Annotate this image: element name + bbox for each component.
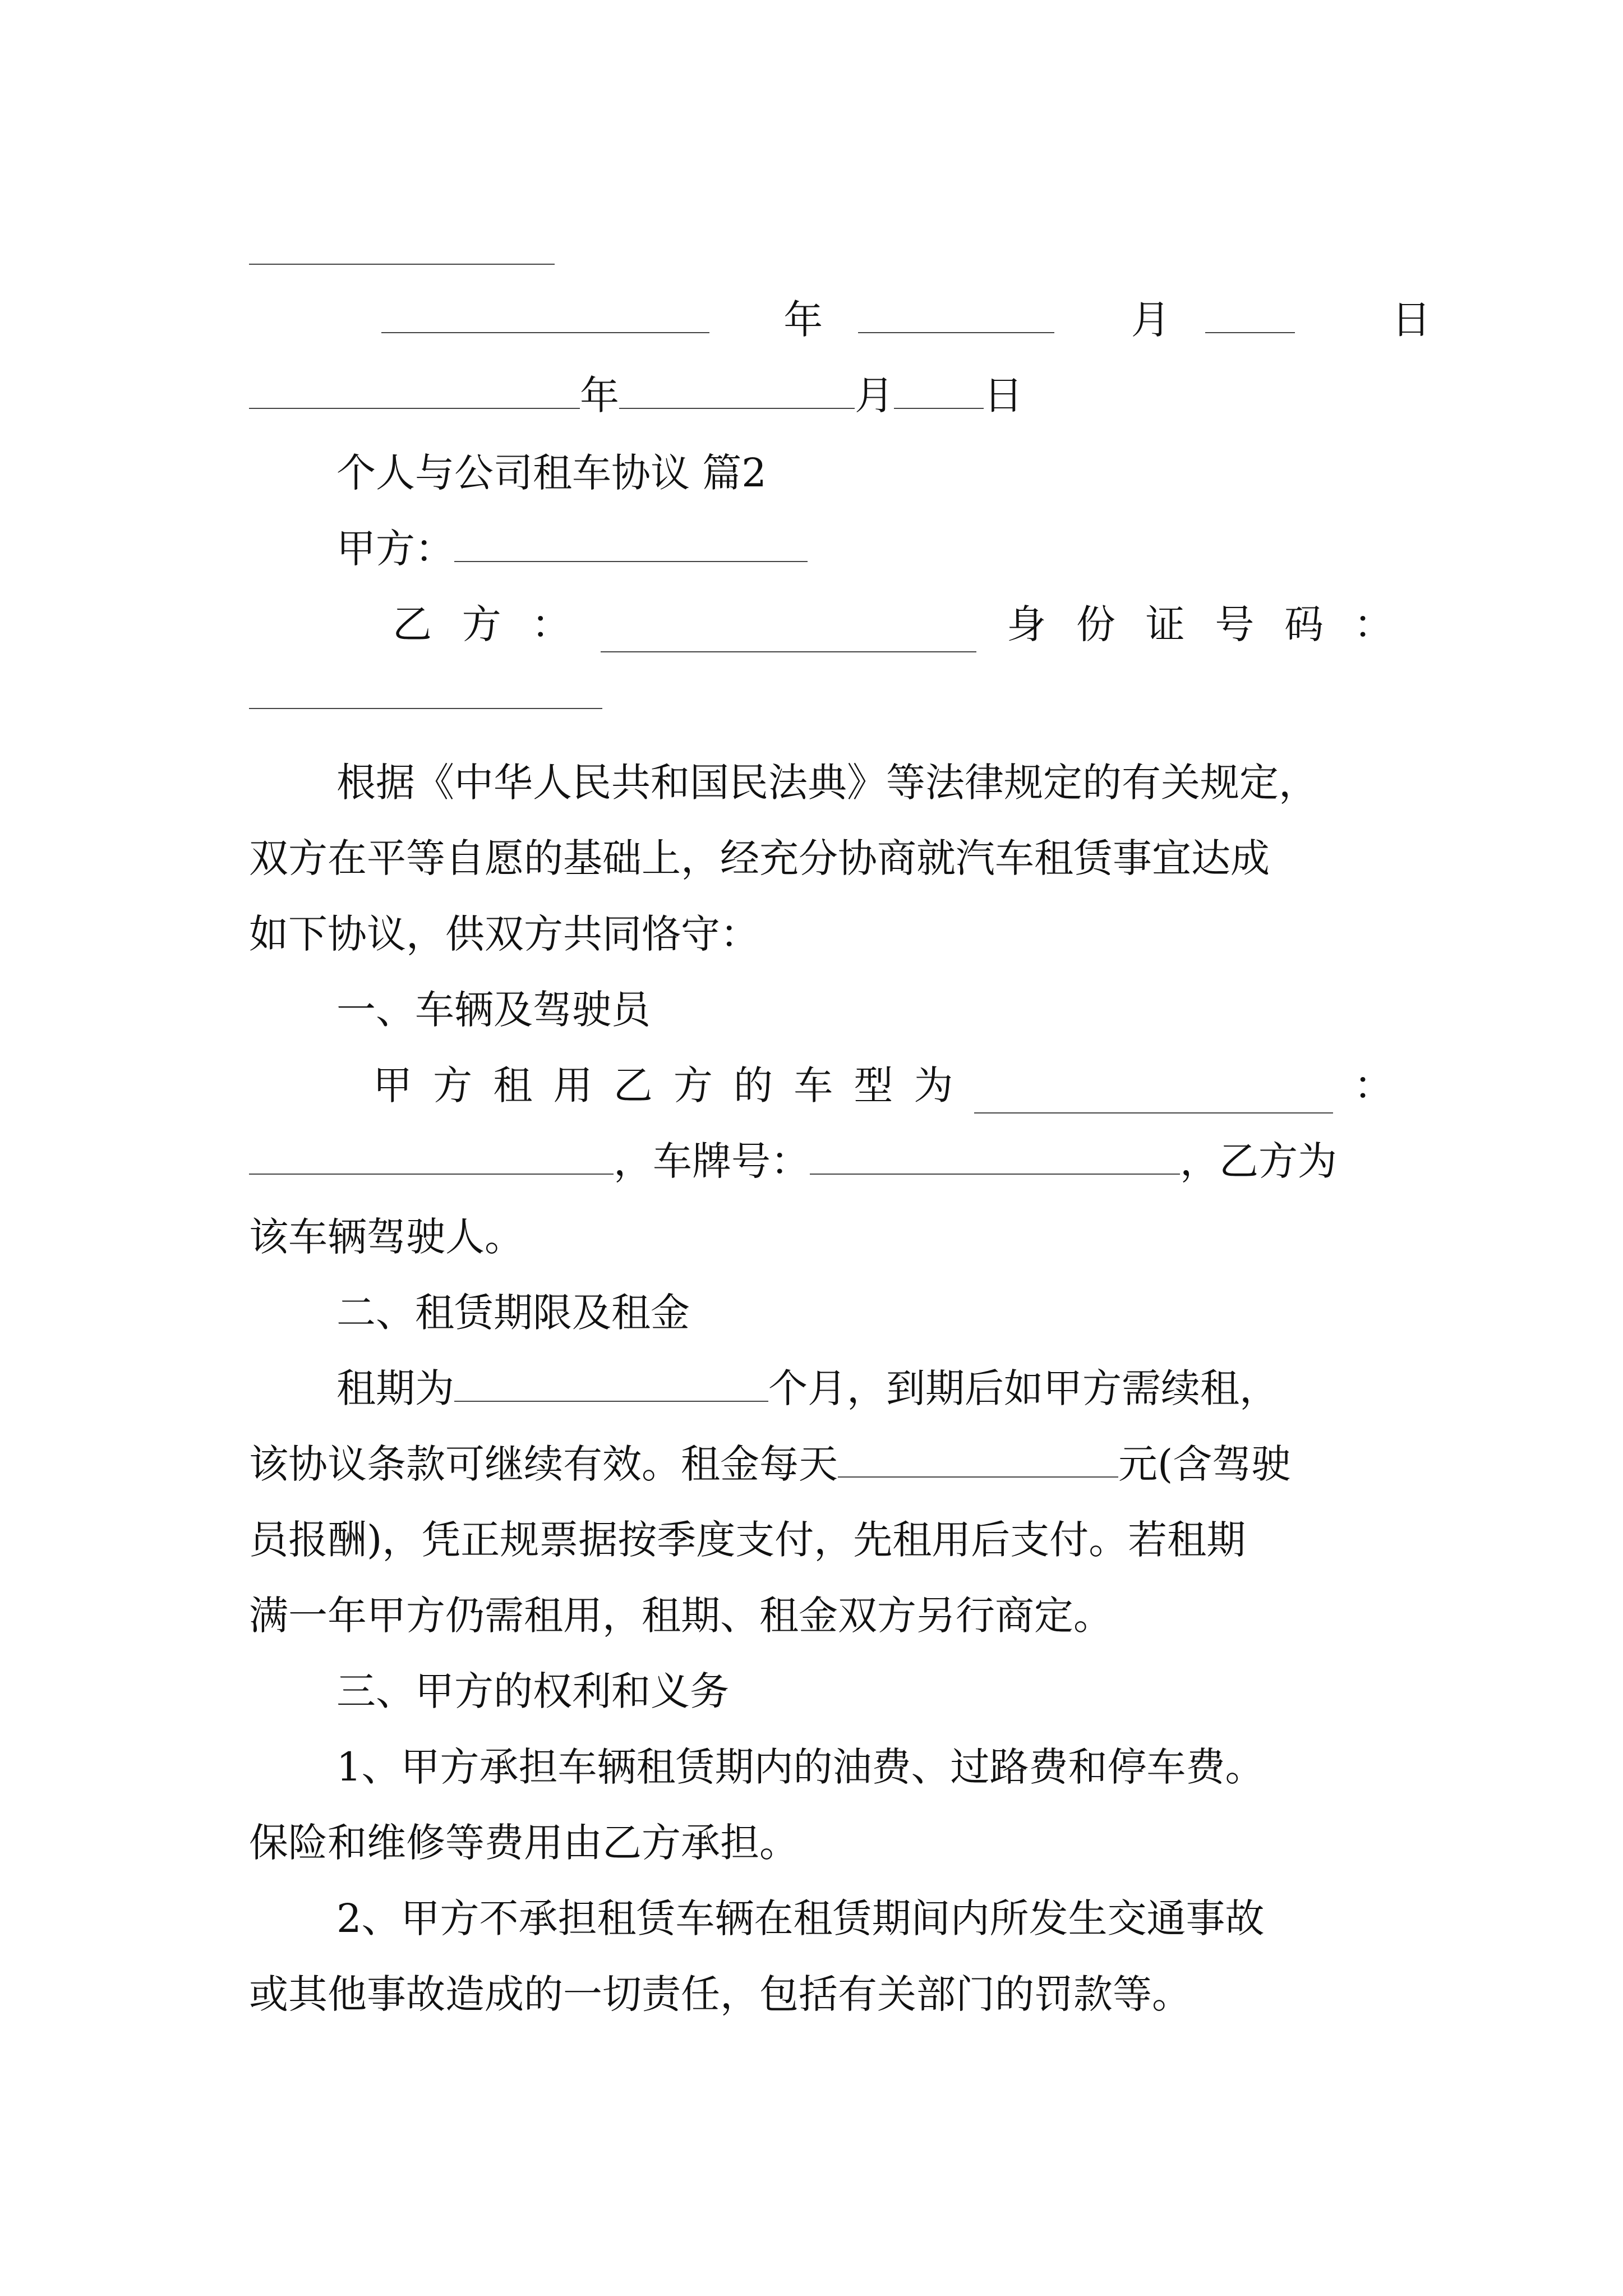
vehicle-char: 方 (433, 1062, 473, 1108)
id-number-blank (249, 673, 602, 709)
month-blank (858, 297, 1054, 333)
vehicle-char: 乙 (613, 1062, 653, 1108)
year-label: 年 (783, 297, 823, 343)
vehicle-char: 的 (734, 1062, 773, 1108)
rent-term-blank (454, 1366, 768, 1402)
clause-line: 或其他事故造成的一切责任，包括有关部门的罚款等。 (249, 1971, 1191, 2017)
party-a-row (336, 521, 1393, 577)
party-b-char: ： (531, 601, 571, 647)
rent-line-3: 员报酬)，凭正规票据按季度支付，先租用后支付。若租期 (249, 1517, 1246, 1563)
vehicle-row (373, 1057, 1393, 1114)
vehicle-char: 甲 (373, 1062, 412, 1108)
year-blank (249, 373, 580, 409)
rent-line-1 (336, 1360, 1393, 1416)
id-char: 证 (1145, 601, 1185, 647)
id-number-row (249, 668, 1393, 724)
rent-line-2 (249, 1436, 1393, 1492)
intro-line: 双方在平等自愿的基础上，经充分协商就汽车租赁事宜达成 (249, 835, 1270, 881)
rent-daily-blank (838, 1442, 1118, 1478)
day-blank (1205, 297, 1295, 333)
driver-line: 该车辆驾驶人。 (249, 1214, 524, 1260)
party-b-char: 方 (462, 601, 501, 647)
day-label: 日 (984, 372, 1023, 418)
vehicle-colon: ： (1353, 1062, 1393, 1108)
plate-row (249, 1133, 1393, 1189)
rent-daily-label: 该协议条款可继续有效。租金每天 (249, 1441, 838, 1487)
party-b-blank (601, 616, 976, 652)
plate-label: ，车牌号： (614, 1138, 810, 1184)
section-title: 个人与公司租车协议 篇2 (336, 450, 767, 496)
heading-party-a-duties: 三、甲方的权利和义务 (336, 1668, 729, 1714)
id-char: ： (1353, 601, 1393, 647)
id-char: 码 (1284, 601, 1324, 647)
party-a-label: 甲方： (336, 526, 454, 572)
day-blank (894, 373, 984, 409)
clause-line: 保险和维修等费用由乙方承担。 (249, 1820, 799, 1866)
month-blank (619, 373, 855, 409)
rent-term-tail: 个月，到期后如甲方需续租， (768, 1365, 1279, 1411)
party-b-char: 乙 (393, 601, 432, 647)
date-row-1 (381, 292, 1431, 348)
rent-daily-tail: 元(含驾驶 (1118, 1441, 1291, 1487)
party-b-row (393, 596, 1393, 652)
intro-line: 根据《中华人民共和国民法典》等法律规定的有关规定， (336, 760, 1318, 806)
month-label: 月 (855, 372, 894, 418)
rent-term-label: 租期为 (336, 1365, 454, 1411)
rent-line-4: 满一年甲方仍需租用，租期、租金双方另行商定。 (249, 1593, 1113, 1639)
vehicle-char: 用 (553, 1062, 593, 1108)
id-char: 份 (1076, 601, 1115, 647)
vehicle-char: 方 (673, 1062, 713, 1108)
driver-clause: ，乙方为 (1180, 1138, 1337, 1184)
month-label: 月 (1131, 297, 1170, 343)
party-a-blank (454, 526, 808, 562)
signature-blank (249, 264, 555, 265)
intro-line: 如下协议，供双方共同恪守： (249, 911, 759, 957)
vehicle-char: 车 (794, 1062, 833, 1108)
clause-line: 2、甲方不承担租赁车辆在租赁期间内所发生交通事故 (336, 1895, 1265, 1941)
day-label: 日 (1391, 297, 1431, 343)
heading-vehicle: 一、车辆及驾驶员 (336, 987, 651, 1033)
date-row-2 (249, 367, 1393, 424)
vehicle-char: 租 (493, 1062, 533, 1108)
vehicle-model-blank (974, 1078, 1333, 1114)
vehicle-type-blank (249, 1139, 614, 1175)
id-char: 身 (1007, 601, 1046, 647)
year-label: 年 (580, 372, 619, 418)
plate-blank (810, 1139, 1180, 1175)
year-blank (381, 297, 709, 333)
id-char: 号 (1215, 601, 1255, 647)
heading-rent: 二、租赁期限及租金 (336, 1290, 690, 1336)
vehicle-char: 型 (854, 1062, 893, 1108)
vehicle-char: 为 (914, 1062, 953, 1108)
clause-line: 1、甲方承担车辆租赁期内的油费、过路费和停车费。 (336, 1744, 1265, 1790)
